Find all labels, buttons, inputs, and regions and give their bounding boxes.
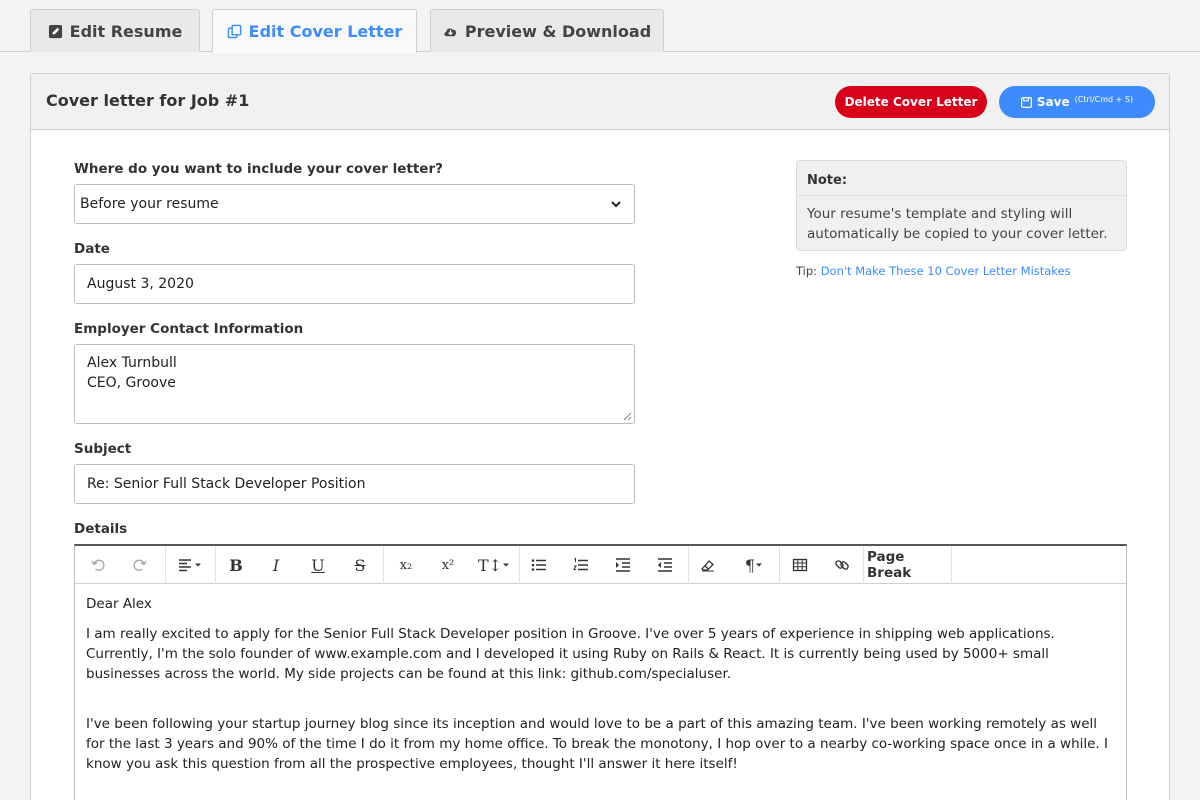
edit-icon [48, 24, 63, 39]
placement-value: Before your resume [80, 196, 219, 212]
text-size-label: T↕ [477, 555, 503, 575]
numbered-list-button[interactable] [568, 546, 594, 584]
align-dropdown[interactable] [171, 546, 209, 584]
save-shortcut: (Ctrl/Cmd + S) [1074, 94, 1134, 104]
save-label: Save [1036, 95, 1070, 109]
resize-grip-icon[interactable] [623, 412, 632, 421]
bullet-list-icon [531, 557, 547, 573]
tab-label: Edit Cover Letter [248, 21, 403, 41]
tab-edit-resume[interactable] [30, 9, 200, 52]
tip-link[interactable]: Don't Make These 10 Cover Letter Mistakes [820, 264, 1071, 278]
editor-toolbar [75, 546, 1126, 584]
placement-select[interactable] [74, 184, 635, 224]
subscript-button[interactable]: x₂ [399, 557, 413, 573]
link-icon [834, 557, 850, 573]
delete-cover-letter-button[interactable]: Delete Cover Letter [835, 86, 987, 118]
tab-edit-cover-letter[interactable] [212, 9, 417, 53]
tab-label: Edit Resume [69, 21, 183, 41]
table-button[interactable] [787, 546, 813, 584]
contact-line: Alex Turnbull [87, 355, 177, 371]
subject-value: Re: Senior Full Stack Developer Position [87, 476, 366, 492]
text-size-dropdown[interactable] [475, 546, 513, 584]
toolbar-divider [951, 546, 952, 584]
details-editor [74, 544, 1127, 800]
bullet-list-button[interactable] [526, 546, 552, 584]
paragraph-dropdown[interactable] [735, 546, 773, 584]
editor-paragraph: I've been following your startup journey blog since its inception and would love to be a part of this amazing team. I've been working remotely as well for the last 3 years and 90% of the time I do it from my home office. To break the monotony, I hop over to a nearby co-working space once in a while. I know you ask this question from all the prospective employees, thought I'll answer it here itself! [86, 716, 1108, 772]
tip [796, 264, 1071, 278]
tab-bar [0, 0, 1200, 52]
placement-label: Where do you want to include your cover letter? [74, 161, 443, 177]
clear-format-button[interactable] [695, 546, 721, 584]
redo-button[interactable] [127, 546, 153, 584]
editor-content[interactable] [75, 584, 1126, 794]
table-icon [792, 557, 808, 573]
undo-icon [90, 557, 106, 573]
note-box [796, 160, 1127, 251]
toolbar-divider [215, 546, 216, 584]
note-body: Your resume's template and styling will automatically be copied to your cover letter. [807, 206, 1108, 242]
bold-button[interactable]: B [229, 555, 243, 575]
contact-textarea[interactable] [74, 344, 635, 424]
redo-icon [132, 557, 148, 573]
date-value: August 3, 2020 [87, 276, 194, 292]
toolbar-divider [863, 546, 864, 584]
page-break-button[interactable]: Page Break [867, 549, 912, 581]
cloud-download-icon [443, 24, 458, 39]
toolbar-divider [519, 546, 520, 584]
undo-button[interactable] [85, 546, 111, 584]
subject-input[interactable] [74, 464, 635, 504]
outdent-icon [657, 557, 673, 573]
indent-button[interactable] [610, 546, 636, 584]
editor-blank-line [86, 694, 1115, 714]
contact-line: CEO, Groove [87, 375, 176, 391]
superscript-button[interactable]: x² [441, 557, 455, 573]
save-icon [1021, 97, 1032, 108]
editor-paragraph: I am really excited to apply for the Senior Full Stack Developer position in Groove. I've over 5 years of experience in shipping web applications. Currently, I'm the solo founder of www.example.com and I developed it using Ruby on Rails & React. It is currently being used by 5000+ small businesses across the world. My side projects can be found at this link: github.com/specialuser. [86, 626, 1055, 682]
toolbar-divider [165, 546, 166, 584]
editor-paragraph: Dear Alex [86, 596, 152, 612]
strikethrough-button[interactable]: S [354, 555, 366, 575]
indent-icon [615, 557, 631, 573]
save-button[interactable] [999, 86, 1155, 118]
toolbar-divider [779, 546, 780, 584]
eraser-icon [700, 557, 716, 573]
cover-letter-card [30, 73, 1170, 800]
toolbar-divider [688, 546, 689, 584]
tab-label: Preview & Download [464, 21, 652, 41]
underline-button[interactable]: U [311, 555, 325, 575]
date-label: Date [74, 241, 110, 257]
date-input[interactable] [74, 264, 635, 304]
details-label: Details [74, 521, 128, 537]
contact-label: Employer Contact Information [74, 321, 304, 337]
subject-label: Subject [74, 441, 132, 457]
align-left-icon [178, 557, 194, 573]
italic-button[interactable]: I [272, 555, 280, 575]
page-title: Cover letter for Job #1 [46, 91, 250, 110]
tab-preview-download[interactable] [430, 9, 664, 52]
caret-down-icon [502, 561, 510, 569]
tip-prefix: Tip: [796, 264, 821, 278]
caret-down-icon [194, 561, 202, 569]
numbered-list-icon [573, 557, 589, 573]
note-title: Note: [797, 161, 1126, 196]
link-button[interactable] [829, 546, 855, 584]
card-header [31, 74, 1169, 130]
caret-down-icon [755, 561, 763, 569]
toolbar-divider [383, 546, 384, 584]
outdent-button[interactable] [652, 546, 678, 584]
chevron-down-icon [610, 198, 622, 210]
copy-icon [227, 24, 242, 39]
paragraph-icon: ¶ [744, 555, 756, 575]
